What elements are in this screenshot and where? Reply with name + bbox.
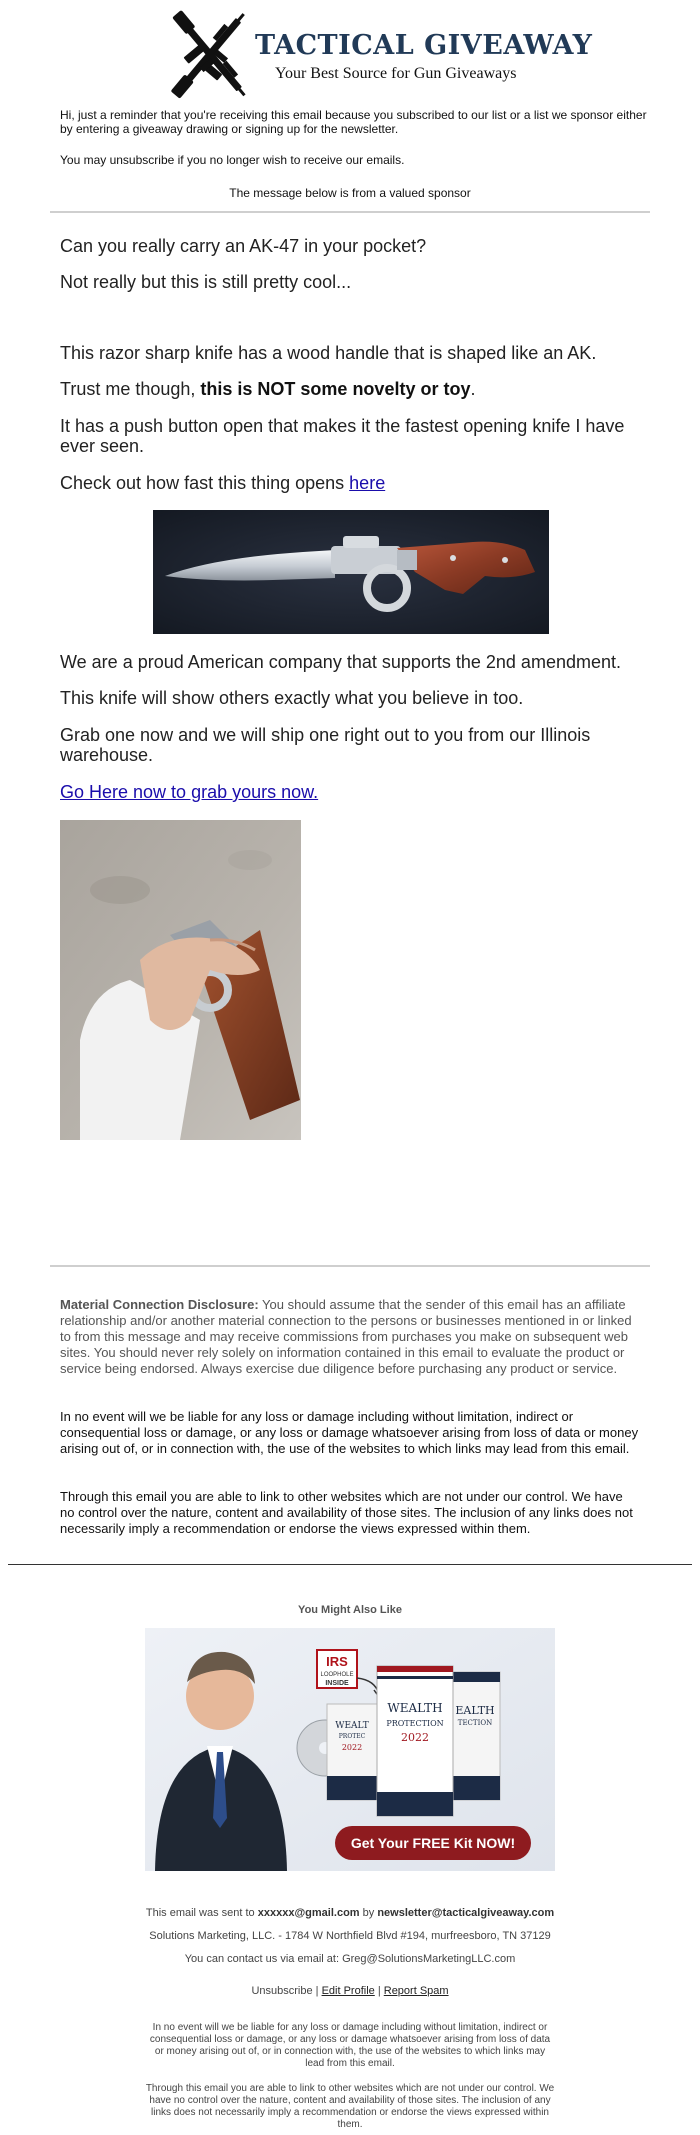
body-line-5: It has a push button open that makes it the fastest opening knife I have ever seen. <box>60 416 625 456</box>
knife-product-image[interactable] <box>153 510 549 634</box>
unsubscribe-note: You may unsubscribe if you no longer wish to receive our emails. <box>60 153 405 167</box>
subscription-reminder: Hi, just a reminder that you're receiving this email because you subscribed to our list or a list we sponsor either by entering a giveaway drawing or signing up for the newsletter. <box>60 108 647 136</box>
header-logo[interactable] <box>155 10 593 100</box>
contact-line: You can contact us via email at: Greg@SolutionsMarketingLLC.com <box>184 1953 516 1965</box>
body-line-8: This knife will show others exactly what you believe in too. <box>60 688 524 708</box>
body-line-4-suffix: . <box>470 379 476 399</box>
wealth-protection-ad[interactable] <box>145 1628 555 1871</box>
badge-irs: IRS <box>326 1654 348 1669</box>
free-kit-cta-text: Get Your FREE Kit NOW! <box>350 1835 516 1851</box>
divider <box>50 211 650 213</box>
body-cta-paragraph <box>60 782 640 802</box>
external-links-disclaimer: Through this email you are able to link to other websites which are not under our control. We have no control over the nature, content and availability of those sites. The inclusion of any links does not necessarily imply a recommendation or endorse the views expressed within them. <box>60 1489 633 1536</box>
footer-separator: | <box>374 1985 384 1997</box>
footer-links-text: Through this email you are able to link to other websites which are not under our control. We have no control over the nature, content and availability of those sites. The inclusion of any links does not necessarily imply a recommendation or endorse the views expressed within them. <box>145 2083 555 2130</box>
you-might-also-like-heading: You Might Also Like <box>298 1604 402 1616</box>
sent-to-prefix: This email was sent to <box>145 1907 258 1919</box>
brand-tagline: Your Best Source for Gun Giveaways <box>275 65 517 82</box>
main-book-year: 2022 <box>401 1731 429 1744</box>
divider <box>8 1564 692 1565</box>
material-connection-disclosure <box>60 1297 640 1377</box>
sent-to-line <box>0 1907 700 1919</box>
report-spam-link[interactable]: Report Spam <box>383 1985 449 1997</box>
crossed-rifles-icon <box>155 10 265 100</box>
brand-name: TACTICAL GIVEAWAY <box>255 30 593 61</box>
main-book-title-2: PROTECTION <box>386 1719 444 1728</box>
sponsor-note: The message below is from a valued sponsor <box>229 186 471 200</box>
footer-separator: | <box>312 1985 322 1997</box>
left-book-title-2: PROTEC <box>338 1733 366 1740</box>
body-line-6 <box>60 473 640 493</box>
badge-loophole: LOOPHOLE <box>320 1672 354 1678</box>
main-book-title-1: WEALTH <box>387 1701 443 1715</box>
left-book-title-1: WEALT <box>335 1721 369 1731</box>
cta-link[interactable]: Go Here now to grab yours now. <box>60 782 319 802</box>
recipient-email: xxxxxx@gmail.com <box>257 1907 360 1919</box>
footer-links <box>0 1985 700 1997</box>
knife-in-hand-image[interactable] <box>60 820 301 1140</box>
disclosure-text: You should assume that the sender of this email has an affiliate relationship and/or another material connection to the persons or businesses mentioned in or linked to from this message and may receive commissions from purchases you make on subsequent web sites. You should never rely solely on information contained in this email to evaluate the product or service being endorsed. Always exercise due diligence before purchasing any product or service. <box>60 1297 632 1376</box>
company-address: Solutions Marketing, LLC. - 1784 W Northfield Blvd #194, murfreesboro, TN 37129 <box>149 1930 551 1942</box>
body-line-9: Grab one now and we will ship one right out to you from our Illinois warehouse. <box>60 725 591 765</box>
body-line-7: We are a proud American company that supports the 2nd amendment. <box>60 652 621 672</box>
badge-inside: INSIDE <box>325 1680 349 1687</box>
body-line-4-bold: this is NOT some novelty or toy <box>200 379 471 399</box>
body-line-6-prefix: Check out how fast this thing opens <box>60 473 350 493</box>
body-line-3: This razor sharp knife has a wood handle that is shaped like an AK. <box>60 343 597 363</box>
sender-email: newsletter@tacticalgiveaway.com <box>377 1907 555 1919</box>
footer-liability-text: In no event will we be liable for any loss or damage including without limitation, indirect or consequential loss or damage, or any loss or damage whatsoever arising from loss of data or money arising out of, or in connection with, the use of the websites to which links may lead from this email. <box>149 2022 551 2069</box>
edit-profile-link[interactable]: Edit Profile <box>321 1985 375 1997</box>
sent-by-word: by <box>359 1907 378 1919</box>
back-book-title-1: EALTH <box>455 1704 495 1717</box>
body-line-4 <box>60 379 640 399</box>
back-book-title-2: TECTION <box>457 1719 493 1727</box>
body-line-2: Not really but this is still pretty cool... <box>60 272 352 292</box>
disclosure-label: Material Connection Disclosure: <box>60 1297 259 1312</box>
unsubscribe-link[interactable]: Unsubscribe <box>251 1985 313 1997</box>
body-line-4-prefix: Trust me though, <box>60 379 201 399</box>
body-line-1: Can you really carry an AK-47 in your pocket? <box>60 236 427 256</box>
left-book-year: 2022 <box>341 1743 363 1752</box>
here-link[interactable]: here <box>349 473 386 493</box>
liability-disclaimer: In no event will we be liable for any loss or damage including without limitation, indirect or consequential loss or damage, or any loss or damage whatsoever arising from loss of data or money arising out of, or in connection with, the use of the websites to which links may lead from this email. <box>60 1409 639 1456</box>
divider <box>50 1265 650 1267</box>
